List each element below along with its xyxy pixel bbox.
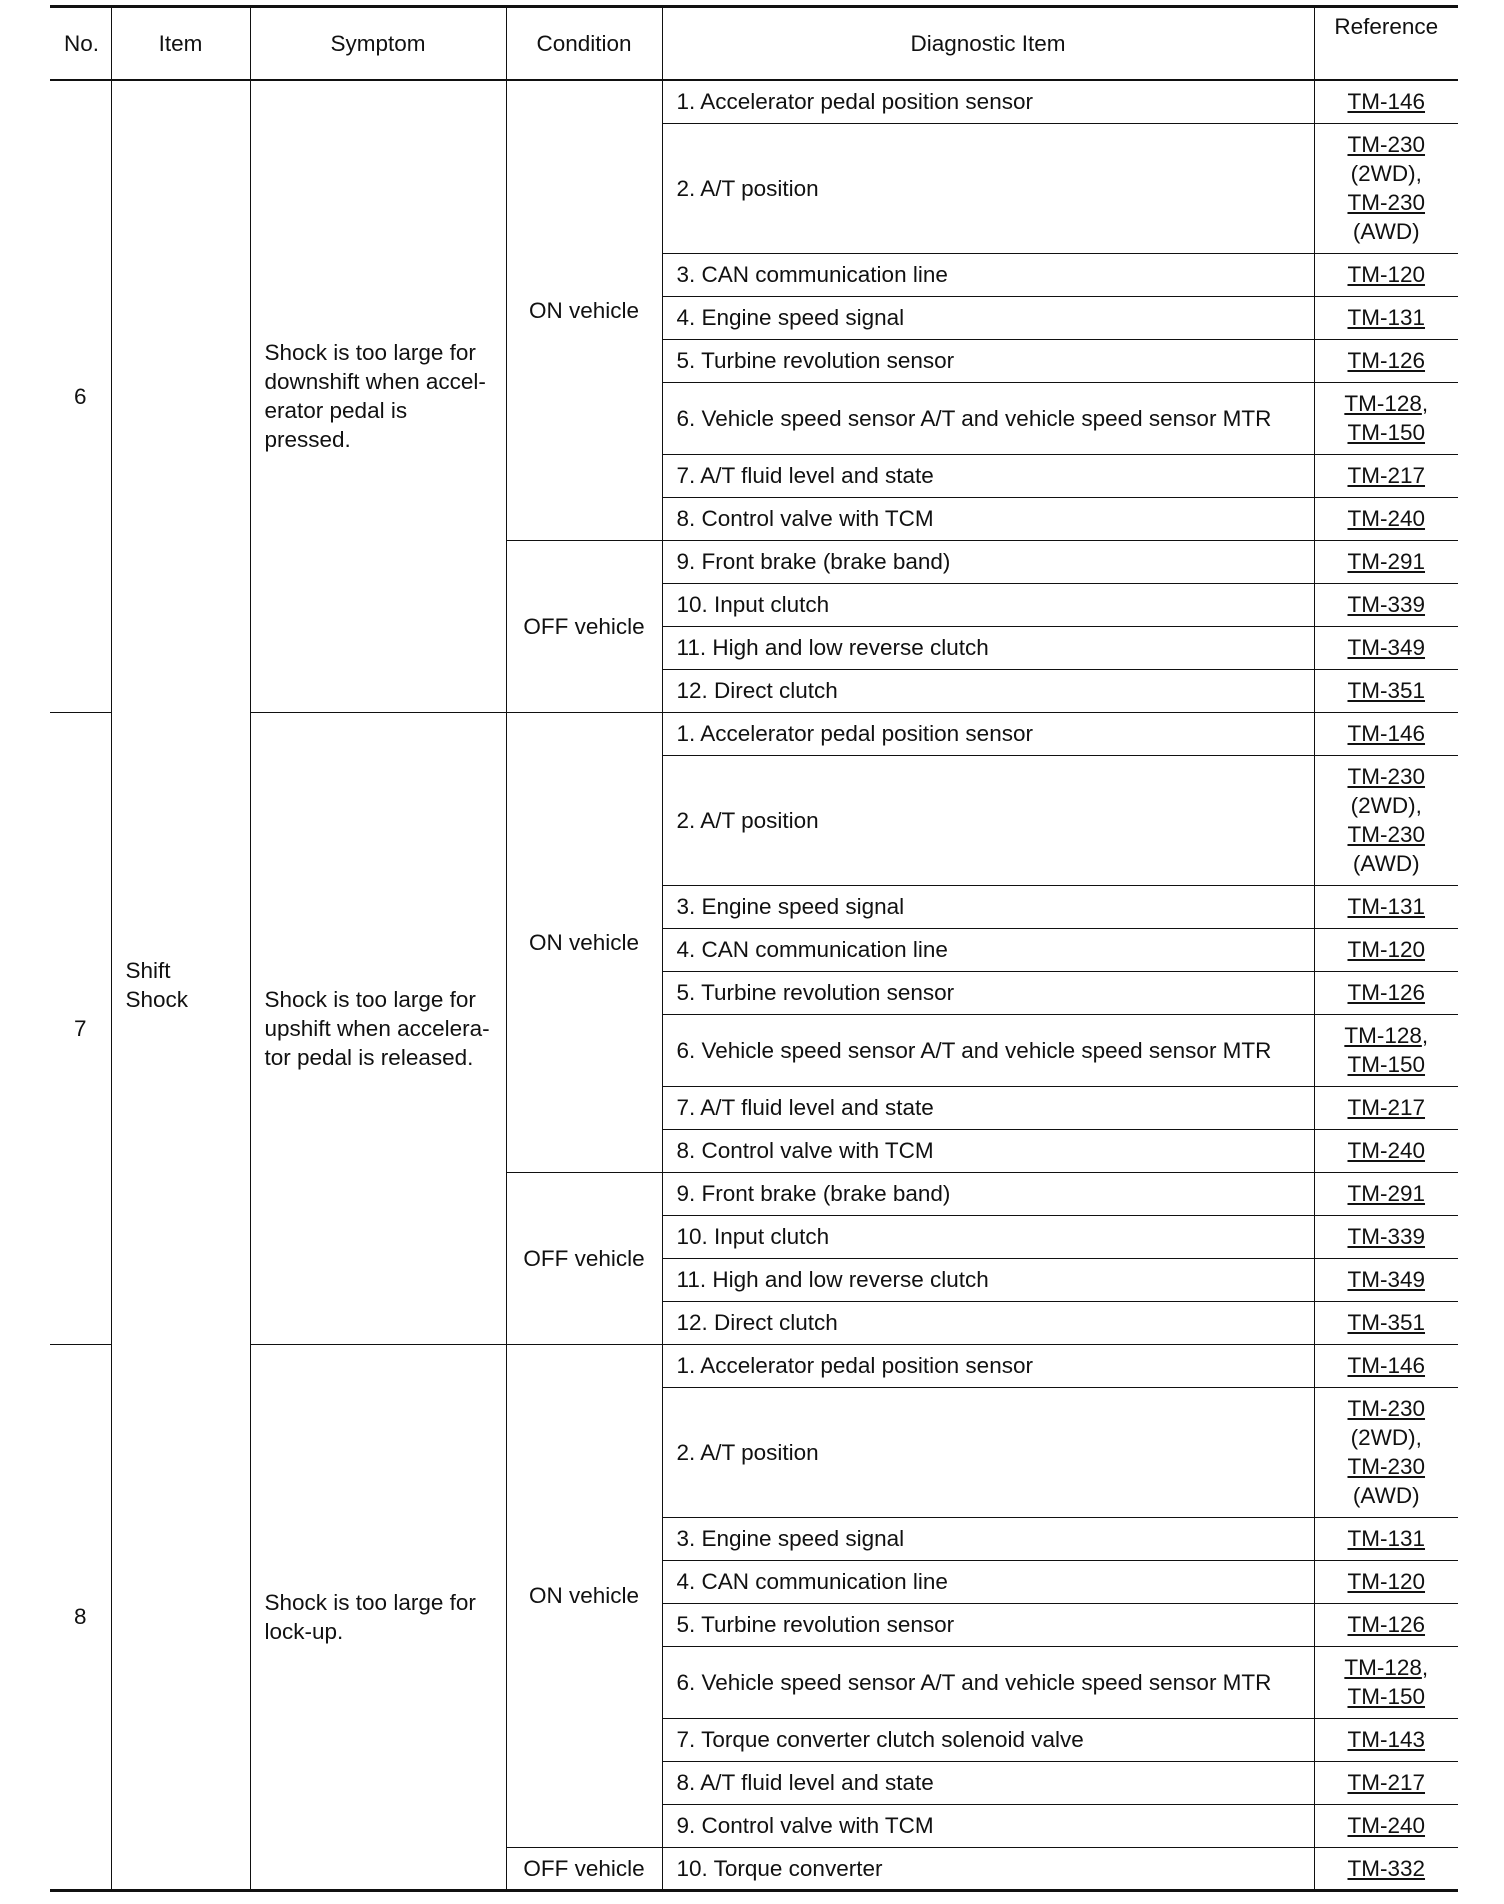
reference-cell [1314,1301,1458,1344]
reference-line [1329,590,1445,619]
item-cell [111,80,250,1890]
reference-link[interactable]: TM-291 [1347,549,1426,574]
reference-link[interactable]: TM-339 [1347,1224,1426,1249]
reference-line [1329,130,1445,159]
diagnostic-item: 1. Accelerator pedal position sensor [662,712,1314,755]
condition-off-vehicle: OFF vehicle [506,540,662,712]
reference-cell [1314,1718,1458,1761]
reference-line [1329,1481,1445,1510]
reference-link[interactable]: TM-240 [1347,1138,1426,1163]
item-name-line: Shock [125,986,189,1012]
reference-line [1329,303,1445,332]
diagnostic-item: 2. A/T position [662,1387,1314,1517]
reference-line [1329,217,1445,246]
header-item: Item [111,7,250,81]
reference-cell [1314,382,1458,454]
diagnostic-item: 9. Front brake (brake band) [662,1172,1314,1215]
reference-line [1329,719,1445,748]
reference-link[interactable]: TM-291 [1347,1181,1426,1206]
reference-cell [1314,1560,1458,1603]
diagnostic-item: 7. Torque converter clutch solenoid valve [662,1718,1314,1761]
reference-link[interactable]: TM-126 [1347,980,1426,1005]
reference-line [1329,1768,1445,1797]
reference-line [1329,1351,1445,1380]
reference-link[interactable]: TM-217 [1347,463,1426,488]
diagnostic-item: 9. Front brake (brake band) [662,540,1314,583]
diagnostic-item: 4. Engine speed signal [662,296,1314,339]
reference-line [1329,1682,1445,1711]
reference-link[interactable]: TM-351 [1347,678,1426,703]
reference-link[interactable]: TM-120 [1347,937,1426,962]
reference-line [1329,1179,1445,1208]
symptom-line: tor pedal is released. [264,1044,474,1070]
reference-cell [1314,755,1458,885]
diagnostic-item: 4. CAN communication line [662,928,1314,971]
diagnostic-item: 11. High and low reverse clutch [662,626,1314,669]
reference-line [1329,1423,1445,1452]
reference-cell [1314,339,1458,382]
reference-cell [1314,1129,1458,1172]
reference-cell [1314,1847,1458,1890]
symptom-line: lock-up. [264,1618,344,1644]
reference-line [1329,1394,1445,1423]
reference-line [1329,1093,1445,1122]
table-row [50,80,1458,123]
header-reference: Reference [1314,7,1458,81]
diagnostic-item: 12. Direct clutch [662,669,1314,712]
reference-line [1329,547,1445,576]
reference-line [1329,260,1445,289]
reference-cell [1314,1215,1458,1258]
row-number: 7 [50,712,111,1344]
reference-line [1329,1653,1445,1682]
condition-off-vehicle: OFF vehicle [506,1172,662,1344]
header-no: No. [50,7,111,81]
reference-link[interactable]: TM-128 [1344,1655,1422,1680]
condition-off-vehicle: OFF vehicle [506,1847,662,1890]
reference-link[interactable]: TM-230 [1347,132,1426,157]
diagnostic-item: 8. A/T fluid level and state [662,1761,1314,1804]
condition-on-vehicle: ON vehicle [506,1344,662,1847]
reference-cell [1314,1517,1458,1560]
table-row [50,712,1458,755]
reference-note: (2WD), [1350,1425,1422,1450]
reference-cell [1314,928,1458,971]
reference-cell [1314,1258,1458,1301]
reference-link[interactable]: TM-349 [1347,1267,1426,1292]
header-row [50,7,1458,81]
diagnostic-item: 2. A/T position [662,755,1314,885]
diagnostic-item: 6. Vehicle speed sensor A/T and vehicle speed sensor MTR [662,1014,1314,1086]
reference-line [1329,892,1445,921]
reference-cell [1314,885,1458,928]
diagnostic-item: 8. Control valve with TCM [662,1129,1314,1172]
symptom-line: Shock is too large for [264,986,476,1012]
reference-line [1329,1050,1445,1079]
reference-cell [1314,1086,1458,1129]
diagnostic-item: 1. Accelerator pedal position sensor [662,1344,1314,1387]
reference-line [1329,389,1445,418]
diagnostic-item: 10. Torque converter [662,1847,1314,1890]
item-name-line: Shift [125,957,171,983]
reference-line [1329,87,1445,116]
reference-line [1329,633,1445,662]
reference-cell [1314,296,1458,339]
reference-line [1329,159,1445,188]
reference-line [1329,935,1445,964]
reference-line [1329,849,1445,878]
row-number: 6 [50,80,111,712]
reference-link[interactable]: TM-146 [1347,721,1426,746]
diagnostic-item: 1. Accelerator pedal position sensor [662,80,1314,123]
reference-link[interactable]: TM-230 [1347,1396,1426,1421]
reference-line [1329,820,1445,849]
reference-cell [1314,540,1458,583]
reference-link[interactable]: TM-131 [1347,305,1426,330]
diagnostic-item: 5. Turbine revolution sensor [662,1603,1314,1646]
reference-line [1329,504,1445,533]
reference-note: (2WD), [1350,793,1422,818]
diagnostic-item: 9. Control valve with TCM [662,1804,1314,1847]
reference-link[interactable]: TM-131 [1347,894,1426,919]
reference-line [1329,1021,1445,1050]
reference-link[interactable]: TM-230 [1347,190,1426,215]
diagnostic-item: 6. Vehicle speed sensor A/T and vehicle speed sensor MTR [662,382,1314,454]
reference-cell [1314,454,1458,497]
reference-line [1329,1610,1445,1639]
reference-link[interactable]: TM-126 [1347,348,1426,373]
diagnostic-table [50,5,1458,1892]
diagnostic-item: 8. Control valve with TCM [662,497,1314,540]
reference-line [1329,1308,1445,1337]
diagnostic-item: 11. High and low reverse clutch [662,1258,1314,1301]
reference-cell [1314,712,1458,755]
reference-link[interactable]: TM-230 [1347,1454,1426,1479]
reference-cell [1314,583,1458,626]
reference-link[interactable]: TM-146 [1347,89,1426,115]
reference-note: , [1421,1655,1429,1680]
diagnostic-item: 3. CAN communication line [662,253,1314,296]
reference-line [1329,1524,1445,1553]
reference-cell [1314,626,1458,669]
reference-line [1329,1854,1445,1883]
diagnostic-item: 12. Direct clutch [662,1301,1314,1344]
reference-link[interactable]: TM-349 [1347,635,1426,660]
reference-line [1329,1222,1445,1251]
reference-line [1329,1265,1445,1294]
diagnostic-item: 10. Input clutch [662,1215,1314,1258]
diagnostic-item: 3. Engine speed signal [662,1517,1314,1560]
reference-link[interactable]: TM-339 [1347,592,1426,617]
reference-link[interactable]: TM-120 [1347,1569,1426,1594]
symptom-cell [250,80,506,712]
reference-note: (AWD) [1352,1483,1420,1508]
reference-line [1329,978,1445,1007]
reference-cell [1314,971,1458,1014]
reference-cell [1314,253,1458,296]
reference-note: , [1421,1023,1429,1048]
reference-line [1329,1725,1445,1754]
condition-on-vehicle: ON vehicle [506,712,662,1172]
reference-link[interactable]: TM-332 [1347,1855,1426,1881]
reference-note: (AWD) [1352,219,1420,244]
reference-link[interactable]: TM-230 [1347,764,1426,789]
reference-link[interactable]: TM-150 [1347,1052,1426,1077]
reference-line [1329,1136,1445,1165]
diagnostic-item: 3. Engine speed signal [662,885,1314,928]
reference-line [1329,791,1445,820]
reference-link[interactable]: TM-131 [1347,1526,1426,1551]
reference-link[interactable]: TM-351 [1347,1310,1426,1335]
reference-line [1329,188,1445,217]
reference-link[interactable]: TM-150 [1347,420,1426,445]
reference-note: (2WD), [1350,161,1422,186]
header-diagnostic-item: Diagnostic Item [662,7,1314,81]
symptom-line: upshift when accelera- [264,1015,490,1041]
reference-line [1329,346,1445,375]
reference-link[interactable]: TM-230 [1347,822,1426,847]
reference-link[interactable]: TM-240 [1347,1813,1426,1838]
symptom-cell [250,1344,506,1890]
row-number: 8 [50,1344,111,1890]
diagnostic-item: 4. CAN communication line [662,1560,1314,1603]
reference-cell [1314,80,1458,123]
reference-cell [1314,1344,1458,1387]
reference-link[interactable]: TM-217 [1347,1770,1426,1795]
symptom-line: Shock is too large for [264,1589,476,1615]
reference-link[interactable]: TM-128 [1344,391,1422,416]
diagnostic-item: 7. A/T fluid level and state [662,454,1314,497]
reference-link[interactable]: TM-217 [1347,1095,1426,1120]
header-condition: Condition [506,7,662,81]
reference-cell [1314,1172,1458,1215]
diagnostic-item: 5. Turbine revolution sensor [662,339,1314,382]
symptom-line: pressed. [264,427,351,453]
symptom-line: erator pedal is [264,398,408,424]
reference-line [1329,1567,1445,1596]
symptom-line: Shock is too large for [264,340,476,366]
reference-cell [1314,497,1458,540]
diagnostic-item: 10. Input clutch [662,583,1314,626]
reference-cell [1314,123,1458,253]
reference-cell [1314,1014,1458,1086]
reference-note: , [1421,391,1429,416]
reference-line [1329,762,1445,791]
reference-link[interactable]: TM-146 [1347,1353,1426,1378]
reference-link[interactable]: TM-128 [1344,1023,1422,1048]
reference-line [1329,418,1445,447]
reference-line [1329,1811,1445,1840]
symptom-line: downshift when accel- [264,369,486,395]
reference-line [1329,461,1445,490]
reference-link[interactable]: TM-126 [1347,1612,1426,1637]
diagnostic-item: 2. A/T position [662,123,1314,253]
reference-line [1329,676,1445,705]
diagnostic-item: 6. Vehicle speed sensor A/T and vehicle speed sensor MTR [662,1646,1314,1718]
reference-link[interactable]: TM-143 [1347,1727,1426,1752]
reference-cell [1314,1603,1458,1646]
reference-link[interactable]: TM-240 [1347,506,1426,531]
reference-line [1329,1452,1445,1481]
diagnostic-item: 5. Turbine revolution sensor [662,971,1314,1014]
reference-cell [1314,1761,1458,1804]
reference-cell [1314,669,1458,712]
symptom-cell [250,712,506,1344]
reference-note: (AWD) [1352,851,1420,876]
reference-cell [1314,1646,1458,1718]
reference-cell [1314,1804,1458,1847]
reference-cell [1314,1387,1458,1517]
reference-link[interactable]: TM-150 [1347,1684,1426,1709]
diagnostic-item: 7. A/T fluid level and state [662,1086,1314,1129]
table-row [50,1344,1458,1387]
header-symptom: Symptom [250,7,506,81]
condition-on-vehicle: ON vehicle [506,80,662,540]
reference-link[interactable]: TM-120 [1347,262,1426,287]
